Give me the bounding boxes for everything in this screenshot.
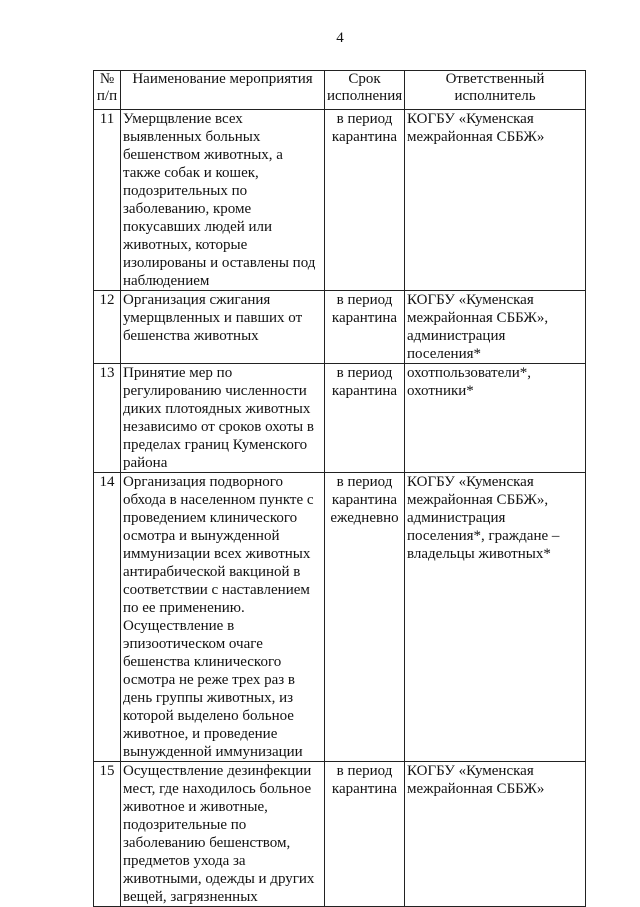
- header-name: Наименование мероприятия: [121, 71, 325, 110]
- row-term: в период карантина: [325, 762, 405, 907]
- row-num: 11: [94, 110, 121, 291]
- row-name: Организация сжигания умерщвленных и павших от бешенства животных: [121, 291, 325, 364]
- row-num: 15: [94, 762, 121, 907]
- row-num: 12: [94, 291, 121, 364]
- table-row: [94, 110, 586, 291]
- row-num: 13: [94, 364, 121, 473]
- row-responsible: КОГБУ «Куменская межрайонная СББЖ»: [405, 110, 586, 291]
- measures-table: [93, 70, 586, 907]
- row-name: Организация подворного обхода в населенном пункте с проведением клинического осмотра и вынужденной иммунизации всех животных антирабической вакциной в соответствии с наставлением по ее применению. Осуществление в эпизоотическом очаге бешенства клинического осмотра не реже трех раз в день группы животных, из которой выделено больное животное, и проведение вынужденной иммунизации: [121, 473, 325, 762]
- page-number: 4: [336, 30, 344, 46]
- table-row: [94, 364, 586, 473]
- row-name: Принятие мер по регулированию численности диких плотоядных животных независимо от сроков охоты в пределах границ Куменского района: [121, 364, 325, 473]
- row-responsible: КОГБУ «Куменская межрайонная СББЖ», администрация поселения*, граждане – владельцы животных*: [405, 473, 586, 762]
- table-row: [94, 291, 586, 364]
- row-term: в период карантина ежедневно: [325, 473, 405, 762]
- row-term: в период карантина: [325, 364, 405, 473]
- header-responsible: Ответственный исполнитель: [405, 71, 586, 110]
- table-header-row: [94, 71, 586, 110]
- row-responsible: КОГБУ «Куменская межрайонная СББЖ», администрация поселения*: [405, 291, 586, 364]
- header-term: Срок исполнения: [325, 71, 405, 110]
- row-term: в период карантина: [325, 291, 405, 364]
- header-num: № п/п: [94, 71, 121, 110]
- row-num: 14: [94, 473, 121, 762]
- row-name: Осуществление дезинфекции мест, где находилось больное животное и животные, подозрительные по заболеванию бешенством, предметов ухода за животными, одежды и других вещей, загрязненных: [121, 762, 325, 907]
- row-responsible: охотпользователи*, охотники*: [405, 364, 586, 473]
- table-row: [94, 762, 586, 907]
- row-responsible: КОГБУ «Куменская межрайонная СББЖ»: [405, 762, 586, 907]
- row-name: Умерщвление всех выявленных больных бешенством животных, а также собак и кошек, подозрительных по заболеванию, кроме покусавших людей или животных, которые изолированы и оставлены под наблюдением: [121, 110, 325, 291]
- table-row: [94, 473, 586, 762]
- row-term: в период карантина: [325, 110, 405, 291]
